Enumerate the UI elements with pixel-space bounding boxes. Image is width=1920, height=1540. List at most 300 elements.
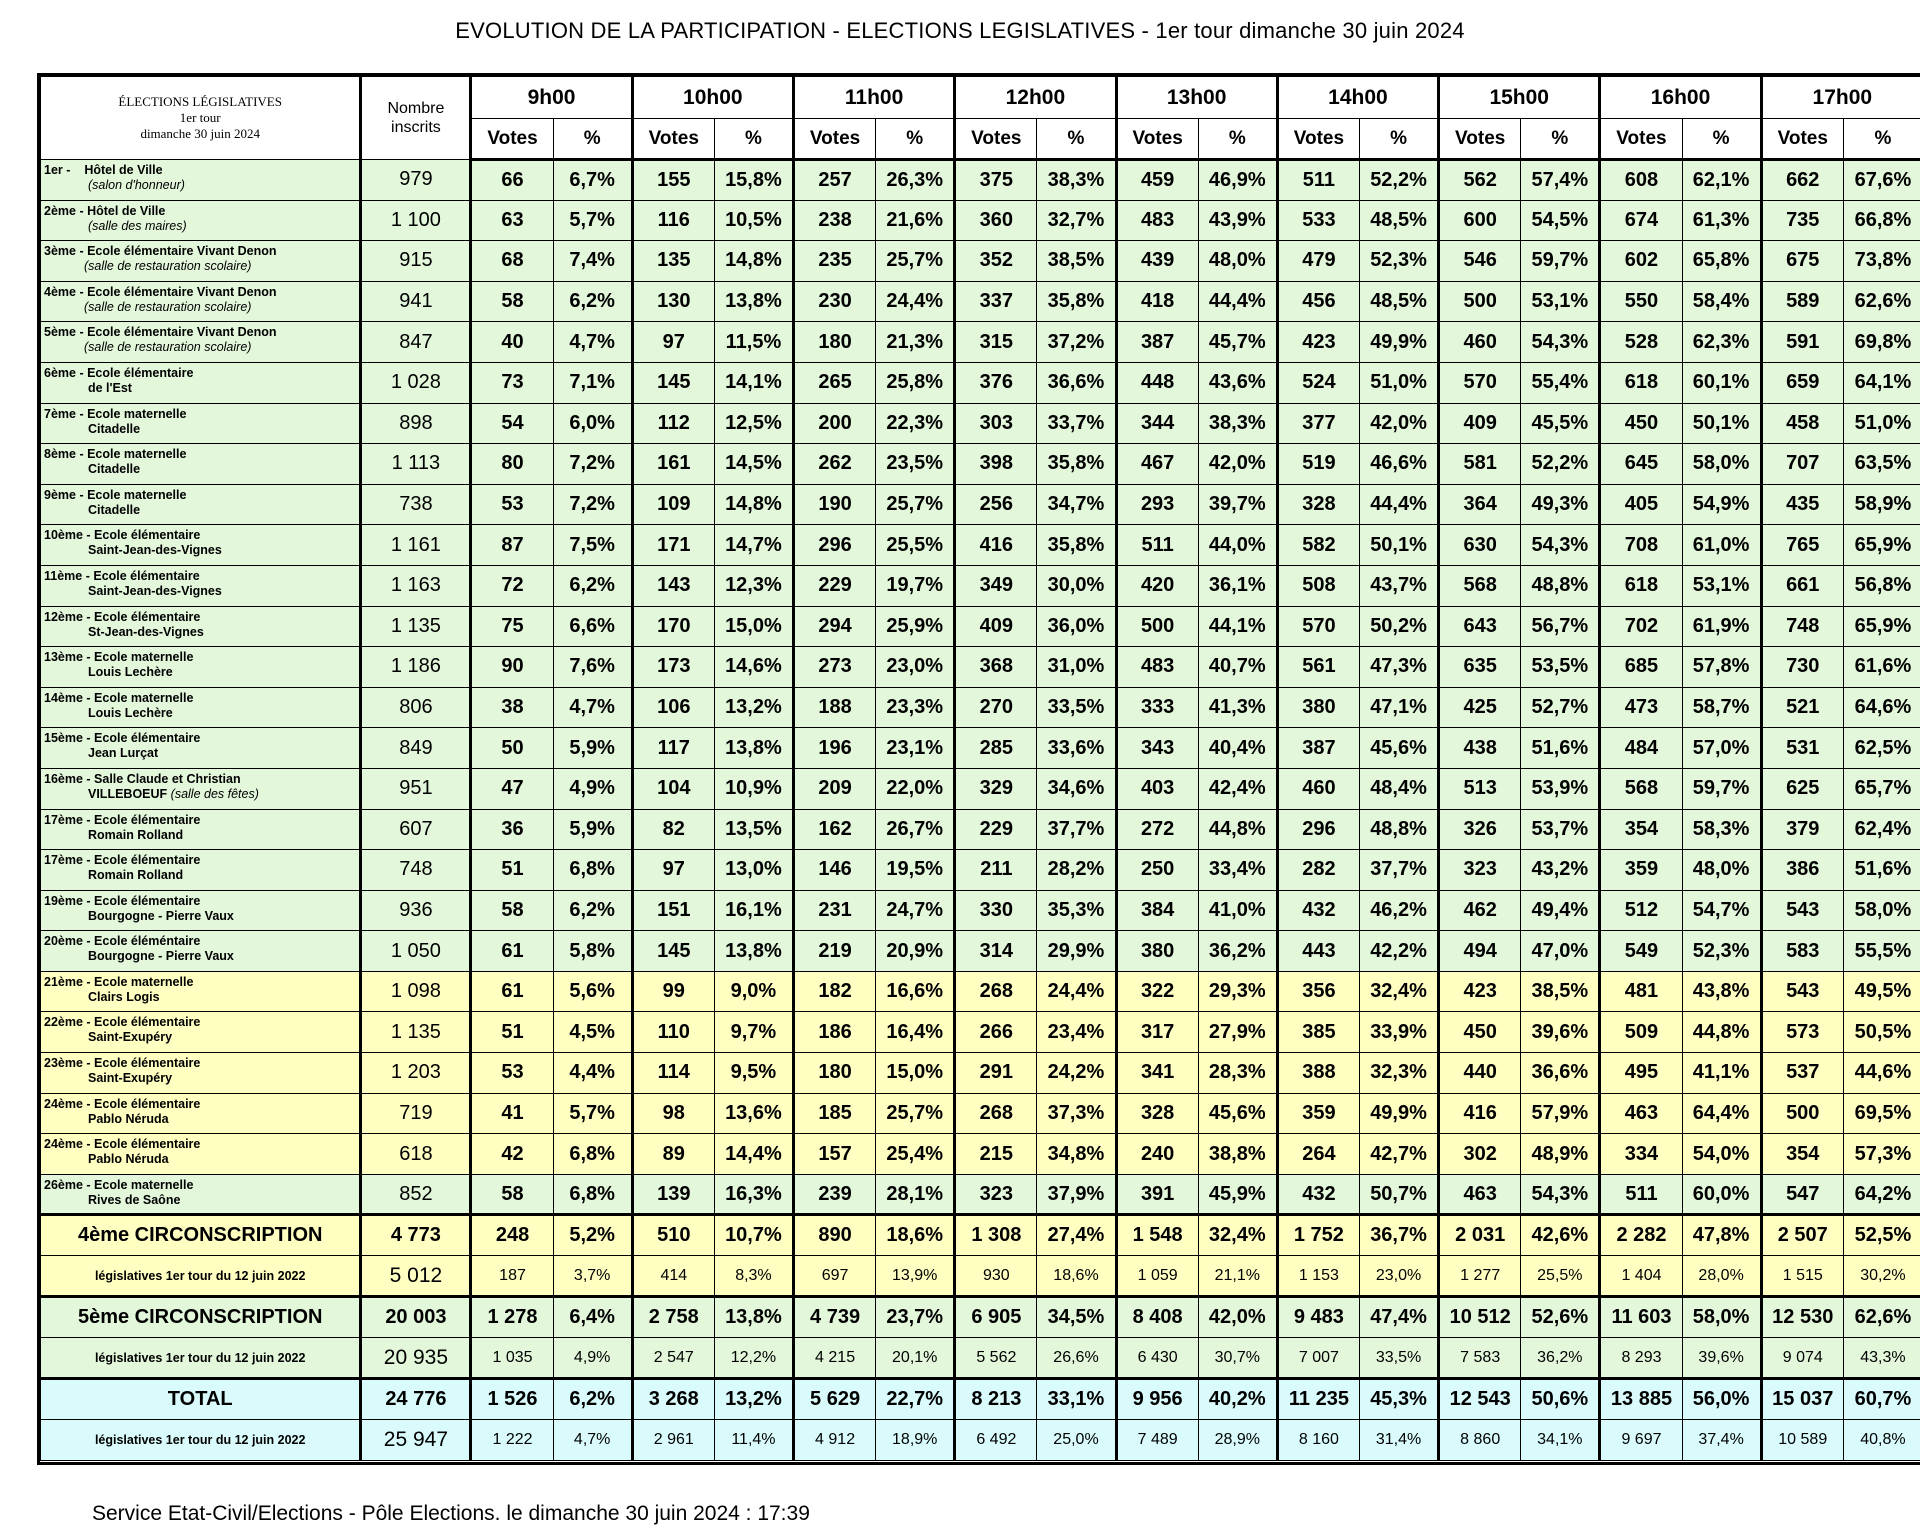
votes-cell: 97 xyxy=(632,322,714,363)
percent-cell: 25,8% xyxy=(876,362,955,403)
votes-cell: 510 xyxy=(632,1215,714,1256)
percent-cell: 21,3% xyxy=(876,322,955,363)
percent-cell: 32,3% xyxy=(1360,1053,1439,1094)
percent-cell: 58,0% xyxy=(1682,1297,1761,1338)
percent-cell: 14,1% xyxy=(714,362,793,403)
percent-cell: 56,0% xyxy=(1682,1379,1761,1420)
votes-cell: 296 xyxy=(1277,809,1359,850)
votes-cell: 9 956 xyxy=(1116,1379,1198,1420)
percent-cell: 61,3% xyxy=(1682,200,1761,241)
percent-cell: 58,4% xyxy=(1682,281,1761,322)
bureau-location: Ecole élémentaire Vivant Denon xyxy=(87,284,277,299)
percent-cell: 34,7% xyxy=(1037,484,1116,525)
votes-cell: 146 xyxy=(793,850,875,891)
votes-cell: 511 xyxy=(1600,1174,1682,1215)
votes-cell: 533 xyxy=(1277,200,1359,241)
percent-cell: 43,2% xyxy=(1521,850,1600,891)
percent-cell: 7,2% xyxy=(553,444,632,485)
votes-cell: 645 xyxy=(1600,444,1682,485)
percent-cell: 38,5% xyxy=(1037,241,1116,282)
inscrits-cell: 951 xyxy=(361,768,471,809)
percent-subheader: % xyxy=(876,119,955,160)
percent-cell: 37,4% xyxy=(1682,1420,1761,1461)
bureau-name-cell xyxy=(41,322,361,363)
percent-cell: 52,2% xyxy=(1360,160,1439,201)
percent-cell: 64,6% xyxy=(1843,687,1920,728)
inscrits-cell: 852 xyxy=(361,1174,471,1215)
votes-cell: 376 xyxy=(955,362,1037,403)
bureau-location-detail: Citadelle xyxy=(88,421,141,436)
votes-cell: 291 xyxy=(955,1053,1037,1094)
inscrits-cell: 915 xyxy=(361,241,471,282)
votes-cell: 231 xyxy=(793,890,875,931)
percent-cell: 45,7% xyxy=(1198,322,1277,363)
bureau-location-detail: Clairs Logis xyxy=(88,989,160,1004)
votes-cell: 322 xyxy=(1116,971,1198,1012)
bureau-location: Ecole maternelle xyxy=(87,406,187,421)
percent-cell: 14,7% xyxy=(714,525,793,566)
votes-cell: 12 530 xyxy=(1761,1297,1843,1338)
votes-cell: 386 xyxy=(1761,850,1843,891)
percent-cell: 6,2% xyxy=(553,890,632,931)
percent-cell: 43,8% xyxy=(1682,971,1761,1012)
percent-cell: 10,5% xyxy=(714,200,793,241)
percent-cell: 54,3% xyxy=(1521,322,1600,363)
percent-cell: 69,5% xyxy=(1843,1093,1920,1134)
inscrits-cell: 4 773 xyxy=(361,1215,471,1256)
votes-cell: 420 xyxy=(1116,565,1198,606)
votes-cell: 425 xyxy=(1439,687,1521,728)
percent-cell: 62,6% xyxy=(1843,1297,1920,1338)
percent-cell: 66,8% xyxy=(1843,200,1920,241)
percent-cell: 45,3% xyxy=(1360,1379,1439,1420)
votes-subheader: Votes xyxy=(1439,119,1521,160)
summary-row xyxy=(41,1215,1920,1256)
summary-row xyxy=(41,1297,1920,1338)
percent-cell: 11,5% xyxy=(714,322,793,363)
percent-cell: 57,8% xyxy=(1682,647,1761,688)
percent-subheader: % xyxy=(553,119,632,160)
votes-cell: 257 xyxy=(793,160,875,201)
votes-cell: 661 xyxy=(1761,565,1843,606)
percent-cell: 54,3% xyxy=(1521,1174,1600,1215)
percent-cell: 13,5% xyxy=(714,809,793,850)
inscrits-cell: 941 xyxy=(361,281,471,322)
votes-cell: 765 xyxy=(1761,525,1843,566)
percent-cell: 33,5% xyxy=(1360,1338,1439,1379)
votes-cell: 398 xyxy=(955,444,1037,485)
votes-cell: 462 xyxy=(1439,890,1521,931)
percent-cell: 48,5% xyxy=(1360,200,1439,241)
table-row xyxy=(41,565,1920,606)
percent-cell: 53,5% xyxy=(1521,647,1600,688)
inscrits-cell: 898 xyxy=(361,403,471,444)
bureau-number: 22ème - xyxy=(44,1015,91,1030)
votes-cell: 143 xyxy=(632,565,714,606)
percent-cell: 58,7% xyxy=(1682,687,1761,728)
percent-cell: 73,8% xyxy=(1843,241,1920,282)
percent-cell: 29,9% xyxy=(1037,931,1116,972)
percent-cell: 6,7% xyxy=(553,160,632,201)
votes-cell: 463 xyxy=(1439,1174,1521,1215)
percent-cell: 44,6% xyxy=(1843,1053,1920,1094)
votes-cell: 697 xyxy=(793,1256,875,1297)
votes-cell: 9 483 xyxy=(1277,1297,1359,1338)
votes-cell: 99 xyxy=(632,971,714,1012)
votes-cell: 531 xyxy=(1761,728,1843,769)
bureau-location: Ecole éléméntaire xyxy=(94,934,201,949)
votes-cell: 602 xyxy=(1600,241,1682,282)
inscrits-cell: 719 xyxy=(361,1093,471,1134)
percent-cell: 11,4% xyxy=(714,1420,793,1461)
votes-cell: 387 xyxy=(1116,322,1198,363)
bureau-number: 11ème - xyxy=(44,568,90,583)
percent-cell: 13,8% xyxy=(714,1297,793,1338)
percent-cell: 15,0% xyxy=(714,606,793,647)
bureau-name-cell xyxy=(41,971,361,1012)
bureau-location-detail: (salle des maires) xyxy=(88,218,187,233)
bureau-name-cell xyxy=(41,687,361,728)
votes-cell: 2 547 xyxy=(632,1338,714,1379)
inscrits-cell: 5 012 xyxy=(361,1256,471,1297)
percent-cell: 24,2% xyxy=(1037,1053,1116,1094)
votes-cell: 473 xyxy=(1600,687,1682,728)
percent-cell: 13,0% xyxy=(714,850,793,891)
bureau-number: 5ème - xyxy=(44,325,84,340)
votes-cell: 543 xyxy=(1761,890,1843,931)
votes-cell: 418 xyxy=(1116,281,1198,322)
bureau-location-note: (salle des fêtes) xyxy=(170,786,259,801)
votes-cell: 182 xyxy=(793,971,875,1012)
bureau-location: Ecole élémentaire xyxy=(94,731,201,746)
percent-cell: 52,3% xyxy=(1360,241,1439,282)
bureau-name-cell xyxy=(41,728,361,769)
votes-cell: 1 278 xyxy=(471,1297,553,1338)
percent-cell: 54,7% xyxy=(1682,890,1761,931)
percent-cell: 58,0% xyxy=(1843,890,1920,931)
percent-cell: 7,6% xyxy=(553,647,632,688)
percent-cell: 5,7% xyxy=(553,200,632,241)
votes-cell: 1 059 xyxy=(1116,1256,1198,1297)
votes-cell: 508 xyxy=(1277,565,1359,606)
percent-cell: 9,7% xyxy=(714,1012,793,1053)
bureau-location-detail: (salle de restauration scolaire) xyxy=(84,340,252,355)
bureau-number: 19ème - xyxy=(44,893,91,908)
votes-subheader: Votes xyxy=(1761,119,1843,160)
percent-cell: 18,6% xyxy=(1037,1256,1116,1297)
percent-cell: 50,6% xyxy=(1521,1379,1600,1420)
percent-cell: 30,0% xyxy=(1037,565,1116,606)
bureau-name-cell xyxy=(41,647,361,688)
votes-cell: 155 xyxy=(632,160,714,201)
bureau-name-cell xyxy=(41,1174,361,1215)
votes-cell: 528 xyxy=(1600,322,1682,363)
percent-cell: 36,7% xyxy=(1360,1215,1439,1256)
table-row xyxy=(41,931,1920,972)
votes-cell: 7 489 xyxy=(1116,1420,1198,1461)
percent-cell: 31,0% xyxy=(1037,647,1116,688)
bureau-location-detail: Louis Lechère xyxy=(88,665,173,680)
table-row xyxy=(41,1012,1920,1053)
percent-cell: 6,4% xyxy=(553,1297,632,1338)
bureau-location-detail: Jean Lurçat xyxy=(88,746,159,761)
votes-cell: 239 xyxy=(793,1174,875,1215)
bureau-location-detail: (salle de restauration scolaire) xyxy=(84,299,252,314)
percent-cell: 13,8% xyxy=(714,281,793,322)
percent-cell: 65,8% xyxy=(1682,241,1761,282)
percent-cell: 23,1% xyxy=(876,728,955,769)
percent-cell: 15,0% xyxy=(876,1053,955,1094)
percent-cell: 50,7% xyxy=(1360,1174,1439,1215)
votes-cell: 511 xyxy=(1277,160,1359,201)
percent-cell: 43,6% xyxy=(1198,362,1277,403)
bureau-location-detail: Rives de Saône xyxy=(88,1192,181,1207)
votes-cell: 380 xyxy=(1116,931,1198,972)
votes-cell: 10 512 xyxy=(1439,1297,1521,1338)
table-row xyxy=(41,1093,1920,1134)
percent-cell: 25,7% xyxy=(876,484,955,525)
corner-line-2: 1er tour xyxy=(179,110,221,125)
votes-cell: 675 xyxy=(1761,241,1843,282)
votes-cell: 334 xyxy=(1600,1134,1682,1175)
percent-cell: 5,6% xyxy=(553,971,632,1012)
votes-cell: 573 xyxy=(1761,1012,1843,1053)
votes-cell: 248 xyxy=(471,1215,553,1256)
bureau-location-detail: Bourgogne - Pierre Vaux xyxy=(88,949,234,964)
percent-cell: 48,0% xyxy=(1682,850,1761,891)
votes-cell: 608 xyxy=(1600,160,1682,201)
percent-cell: 58,0% xyxy=(1682,444,1761,485)
bureau-location: Ecole élémentaire xyxy=(94,1137,201,1152)
votes-subheader: Votes xyxy=(1116,119,1198,160)
percent-cell: 36,0% xyxy=(1037,606,1116,647)
percent-cell: 34,1% xyxy=(1521,1420,1600,1461)
votes-cell: 380 xyxy=(1277,687,1359,728)
percent-cell: 24,4% xyxy=(1037,971,1116,1012)
votes-cell: 293 xyxy=(1116,484,1198,525)
percent-cell: 20,1% xyxy=(876,1338,955,1379)
percent-cell: 22,0% xyxy=(876,768,955,809)
percent-cell: 5,9% xyxy=(553,809,632,850)
votes-cell: 238 xyxy=(793,200,875,241)
percent-cell: 51,6% xyxy=(1521,728,1600,769)
percent-cell: 36,6% xyxy=(1521,1053,1600,1094)
percent-cell: 61,0% xyxy=(1682,525,1761,566)
percent-cell: 4,9% xyxy=(553,768,632,809)
percent-cell: 65,9% xyxy=(1843,606,1920,647)
table-row xyxy=(41,606,1920,647)
votes-cell: 75 xyxy=(471,606,553,647)
votes-cell: 157 xyxy=(793,1134,875,1175)
percent-cell: 60,7% xyxy=(1843,1379,1920,1420)
votes-cell: 405 xyxy=(1600,484,1682,525)
percent-cell: 37,7% xyxy=(1037,809,1116,850)
percent-cell: 45,6% xyxy=(1360,728,1439,769)
bureau-location: Ecole élémentaire xyxy=(94,609,201,624)
percent-cell: 61,6% xyxy=(1843,647,1920,688)
bureau-location: Ecole élémentaire xyxy=(94,1015,201,1030)
bureau-location: Hôtel de Ville xyxy=(84,163,163,177)
percent-cell: 4,5% xyxy=(553,1012,632,1053)
percent-cell: 39,7% xyxy=(1198,484,1277,525)
comparison-label: législatives 1er tour du 12 juin 2022 xyxy=(41,1338,361,1379)
votes-cell: 481 xyxy=(1600,971,1682,1012)
votes-cell: 229 xyxy=(793,565,875,606)
percent-cell: 27,9% xyxy=(1198,1012,1277,1053)
votes-cell: 384 xyxy=(1116,890,1198,931)
percent-cell: 6,0% xyxy=(553,403,632,444)
table-row xyxy=(41,281,1920,322)
percent-cell: 5,9% xyxy=(553,728,632,769)
votes-cell: 1 548 xyxy=(1116,1215,1198,1256)
votes-cell: 343 xyxy=(1116,728,1198,769)
table-row xyxy=(41,971,1920,1012)
percent-cell: 53,9% xyxy=(1521,768,1600,809)
votes-cell: 1 153 xyxy=(1277,1256,1359,1297)
percent-cell: 4,9% xyxy=(553,1338,632,1379)
inscrits-cell: 748 xyxy=(361,850,471,891)
bureau-name-cell xyxy=(41,200,361,241)
votes-cell: 512 xyxy=(1600,890,1682,931)
votes-cell: 730 xyxy=(1761,647,1843,688)
percent-cell: 48,4% xyxy=(1360,768,1439,809)
percent-cell: 44,4% xyxy=(1360,484,1439,525)
bureau-location: Ecole élémentaire xyxy=(87,365,194,380)
bureau-name-cell xyxy=(41,931,361,972)
votes-cell: 330 xyxy=(955,890,1037,931)
bureau-number: 21ème - xyxy=(44,974,91,989)
bureau-name-cell xyxy=(41,809,361,850)
percent-cell: 59,7% xyxy=(1521,241,1600,282)
votes-cell: 190 xyxy=(793,484,875,525)
votes-cell: 186 xyxy=(793,1012,875,1053)
bureau-location-detail: Saint-Exupéry xyxy=(88,1071,173,1086)
votes-cell: 40 xyxy=(471,322,553,363)
votes-cell: 116 xyxy=(632,200,714,241)
hour-header: 13h00 xyxy=(1116,77,1277,119)
percent-cell: 42,0% xyxy=(1198,1297,1277,1338)
votes-cell: 104 xyxy=(632,768,714,809)
votes-cell: 352 xyxy=(955,241,1037,282)
percent-cell: 32,4% xyxy=(1360,971,1439,1012)
percent-cell: 57,9% xyxy=(1521,1093,1600,1134)
votes-cell: 570 xyxy=(1439,362,1521,403)
votes-cell: 11 603 xyxy=(1600,1297,1682,1338)
votes-cell: 511 xyxy=(1116,525,1198,566)
votes-cell: 109 xyxy=(632,484,714,525)
document-title: EVOLUTION DE LA PARTICIPATION - ELECTIONS LEGISLATIVES - 1er tour dimanche 30 juin 2024 xyxy=(455,18,1465,43)
percent-cell: 42,0% xyxy=(1198,444,1277,485)
votes-cell: 435 xyxy=(1761,484,1843,525)
percent-cell: 41,1% xyxy=(1682,1053,1761,1094)
votes-cell: 583 xyxy=(1761,931,1843,972)
votes-cell: 581 xyxy=(1439,444,1521,485)
inscrits-cell: 806 xyxy=(361,687,471,728)
votes-cell: 170 xyxy=(632,606,714,647)
votes-cell: 1 404 xyxy=(1600,1256,1682,1297)
hour-header: 12h00 xyxy=(955,77,1116,119)
bureau-number: 24ème - xyxy=(44,1096,91,1111)
votes-cell: 13 885 xyxy=(1600,1379,1682,1420)
votes-cell: 414 xyxy=(632,1256,714,1297)
inscrits-cell: 24 776 xyxy=(361,1379,471,1420)
votes-cell: 368 xyxy=(955,647,1037,688)
bureau-location: Ecole élémentaire xyxy=(94,528,201,543)
votes-cell: 200 xyxy=(793,403,875,444)
percent-cell: 12,5% xyxy=(714,403,793,444)
votes-cell: 112 xyxy=(632,403,714,444)
votes-cell: 173 xyxy=(632,647,714,688)
votes-cell: 51 xyxy=(471,1012,553,1053)
table-row xyxy=(41,647,1920,688)
votes-cell: 63 xyxy=(471,200,553,241)
votes-cell: 36 xyxy=(471,809,553,850)
bureau-location: Ecole élémentaire Vivant Denon xyxy=(87,325,277,340)
percent-cell: 9,5% xyxy=(714,1053,793,1094)
votes-cell: 4 912 xyxy=(793,1420,875,1461)
percent-cell: 49,9% xyxy=(1360,1093,1439,1134)
bureau-location-detail: Bourgogne - Pierre Vaux xyxy=(88,908,234,923)
percent-cell: 40,4% xyxy=(1198,728,1277,769)
votes-cell: 547 xyxy=(1761,1174,1843,1215)
percent-cell: 25,4% xyxy=(876,1134,955,1175)
votes-cell: 456 xyxy=(1277,281,1359,322)
percent-cell: 26,6% xyxy=(1037,1338,1116,1379)
percent-subheader: % xyxy=(1521,119,1600,160)
votes-cell: 460 xyxy=(1439,322,1521,363)
votes-cell: 135 xyxy=(632,241,714,282)
percent-cell: 40,7% xyxy=(1198,647,1277,688)
votes-cell: 360 xyxy=(955,200,1037,241)
percent-cell: 47,8% xyxy=(1682,1215,1761,1256)
votes-cell: 209 xyxy=(793,768,875,809)
summary-label: TOTAL xyxy=(41,1379,361,1420)
votes-cell: 282 xyxy=(1277,850,1359,891)
percent-cell: 56,8% xyxy=(1843,565,1920,606)
votes-cell: 6 492 xyxy=(955,1420,1037,1461)
votes-cell: 90 xyxy=(471,647,553,688)
votes-cell: 314 xyxy=(955,931,1037,972)
votes-cell: 97 xyxy=(632,850,714,891)
votes-cell: 674 xyxy=(1600,200,1682,241)
votes-cell: 537 xyxy=(1761,1053,1843,1094)
inscrits-cell: 1 163 xyxy=(361,565,471,606)
bureau-name-cell xyxy=(41,160,361,201)
votes-cell: 543 xyxy=(1761,971,1843,1012)
percent-cell: 13,6% xyxy=(714,1093,793,1134)
bureau-number: 12ème - xyxy=(44,609,91,624)
table-row xyxy=(41,728,1920,769)
percent-cell: 6,8% xyxy=(553,850,632,891)
percent-cell: 13,2% xyxy=(714,687,793,728)
votes-cell: 500 xyxy=(1761,1093,1843,1134)
votes-cell: 98 xyxy=(632,1093,714,1134)
votes-cell: 8 160 xyxy=(1277,1420,1359,1461)
inscrits-cell: 1 100 xyxy=(361,200,471,241)
percent-cell: 28,0% xyxy=(1682,1256,1761,1297)
bureau-number: 9ème - xyxy=(44,487,84,502)
percent-cell: 54,9% xyxy=(1682,484,1761,525)
percent-cell: 50,2% xyxy=(1360,606,1439,647)
percent-cell: 16,4% xyxy=(876,1012,955,1053)
inscrits-cell: 979 xyxy=(361,160,471,201)
percent-cell: 63,5% xyxy=(1843,444,1920,485)
bureau-name-cell xyxy=(41,850,361,891)
votes-cell: 568 xyxy=(1439,565,1521,606)
votes-cell: 377 xyxy=(1277,403,1359,444)
bureau-number: 4ème - xyxy=(44,284,84,299)
percent-cell: 26,3% xyxy=(876,160,955,201)
